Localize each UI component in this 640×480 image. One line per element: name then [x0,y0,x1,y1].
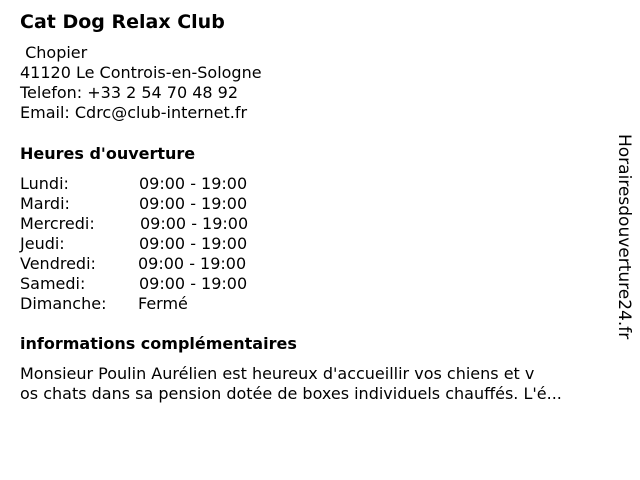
day-label: Lundi: [20,174,69,193]
phone-line: Telefon: +33 2 54 70 48 92 [20,83,239,102]
time-value: 09:00 - 19:00 [139,274,248,293]
time-value: 09:00 - 19:00 [139,194,248,213]
address-line-city: 41120 Le Controis-en-Sologne [20,63,262,82]
day-label: Dimanche: [20,294,107,313]
additional-info-text [20,364,562,404]
time-value: 09:00 - 19:00 [139,174,248,193]
time-value: 09:00 - 19:00 [138,254,247,273]
day-label: Vendredi: [20,254,96,273]
business-name: Cat Dog Relax Club [20,11,225,33]
time-value: 09:00 - 19:00 [140,214,249,233]
time-value: Fermé [138,294,188,313]
hours-row-friday [20,254,320,274]
opening-hours-table [20,174,320,314]
opening-hours-heading: Heures d'ouverture [20,144,196,163]
hours-row-tuesday [20,194,320,214]
day-label: Jeudi: [20,234,65,253]
hours-row-wednesday [20,214,320,234]
site-watermark: Horairesdouverture24.fr [614,134,634,340]
info-line: os chats dans sa pension dotée de boxes individuels chauffés. L'é... [20,384,562,403]
day-label: Mercredi: [20,214,95,233]
info-line: Monsieur Poulin Aurélien est heureux d'accueillir vos chiens et v [20,364,535,383]
day-label: Mardi: [20,194,70,213]
hours-row-saturday [20,274,320,294]
address-block [20,43,262,123]
address-line-street: Chopier [20,43,88,62]
time-value: 09:00 - 19:00 [139,234,248,253]
email-line: Email: Cdrc@club-internet.fr [20,103,248,122]
hours-row-monday [20,174,320,194]
additional-info-heading: informations complémentaires [20,334,297,353]
hours-row-sunday [20,294,320,314]
day-label: Samedi: [20,274,86,293]
hours-row-thursday [20,234,320,254]
